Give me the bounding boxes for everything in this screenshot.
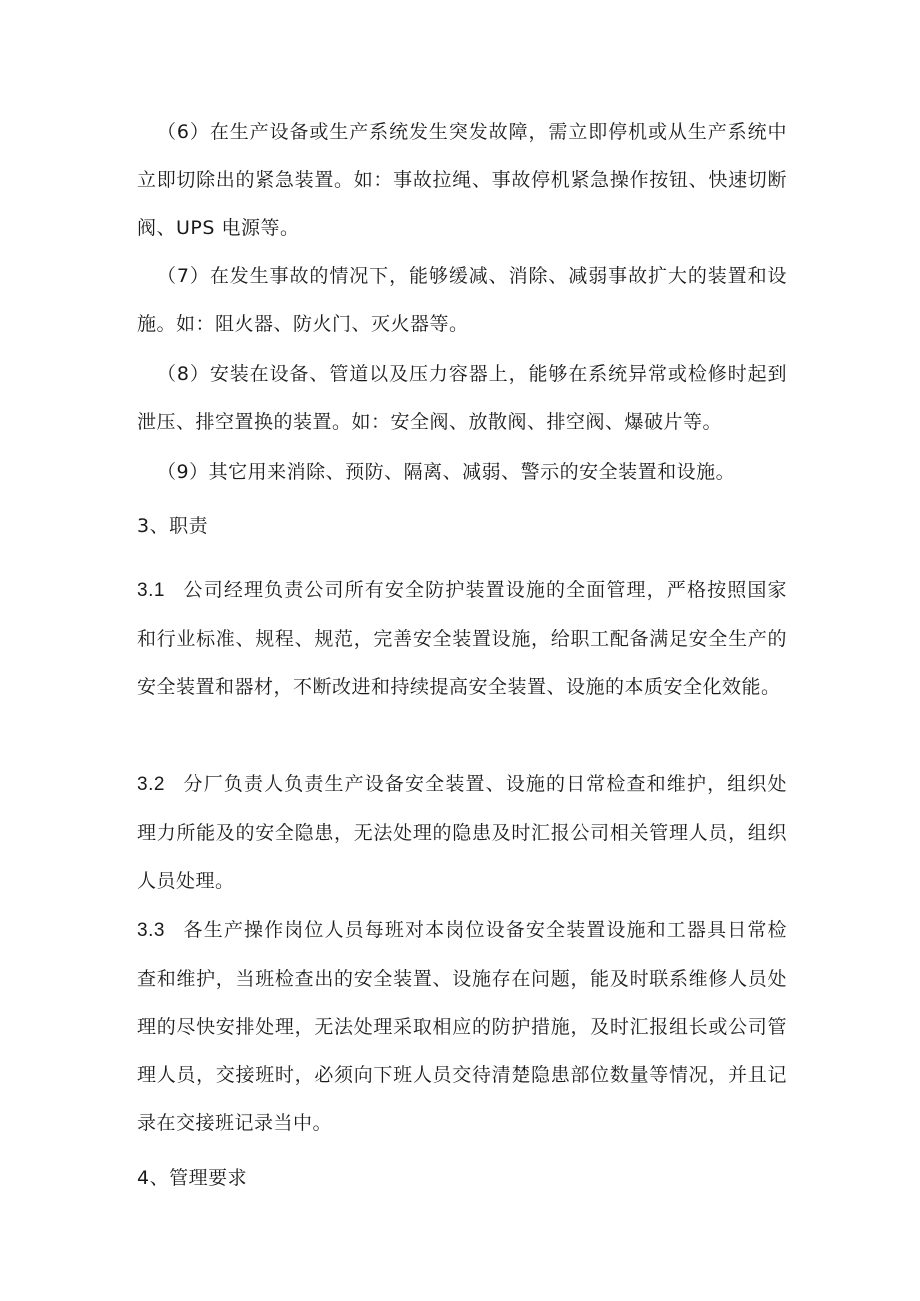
- responsibility-item-3-3: [137, 906, 787, 1147]
- paragraph-item-8: （8）安装在设备、管道以及压力容器上，能够在系统异常或检修时起到泄压、排空置换的装置。如：安全阀、放散阀、排空阀、爆破片等。: [137, 363, 787, 433]
- item-number: 3.2: [137, 774, 165, 795]
- item-text: 分厂负责人负责生产设备安全装置、设施的日常检查和维护，组织处理力所能及的安全隐患，无法处理的隐患及时汇报公司相关管理人员，组织人员处理。: [137, 773, 787, 892]
- paragraph-item-6: （6）在生产设备或生产系统发生突发故障，需立即停机或从生产系统中立即切除出的紧急装置。如：事故拉绳、事故停机紧急操作按钮、快速切断阀、UPS 电源等。: [137, 121, 787, 239]
- responsibility-item-3-2: [137, 760, 787, 905]
- item-text: 各生产操作岗位人员每班对本岗位设备安全装置设施和工器具日常检查和维护，当班检查出的安全装置、设施存在问题，能及时联系维修人员处理的尽快安排处理，无法处理采取相应的防护措施，及时汇报组长或公司管理人员，交接班时，必须向下班人员交待清楚隐患部位数量等情况，并且记录在交接班记录当中。: [137, 919, 787, 1134]
- responsibility-item-3-1: [137, 566, 787, 711]
- paragraph-item-9: （9）其它用来消除、预防、隔离、减弱、警示的安全装置和设施。: [157, 461, 736, 483]
- item-text: 公司经理负责公司所有安全防护装置设施的全面管理，严格按照国家和行业标准、规程、规范，完善安全装置设施，给职工配备满足安全生产的安全装置和器材，不断改进和持续提高安全装置、设施的本质安全化效能。: [137, 579, 787, 698]
- section-heading-responsibilities: 3、职责: [137, 515, 209, 537]
- paragraph-item-7: （7）在发生事故的情况下，能够缓减、消除、减弱事故扩大的装置和设施。如：阻火器、防火门、灭火器等。: [137, 265, 787, 335]
- item-number: 3.1: [137, 580, 165, 601]
- section-heading-management-requirements: 4、管理要求: [137, 1167, 248, 1189]
- item-number: 3.3: [137, 920, 165, 941]
